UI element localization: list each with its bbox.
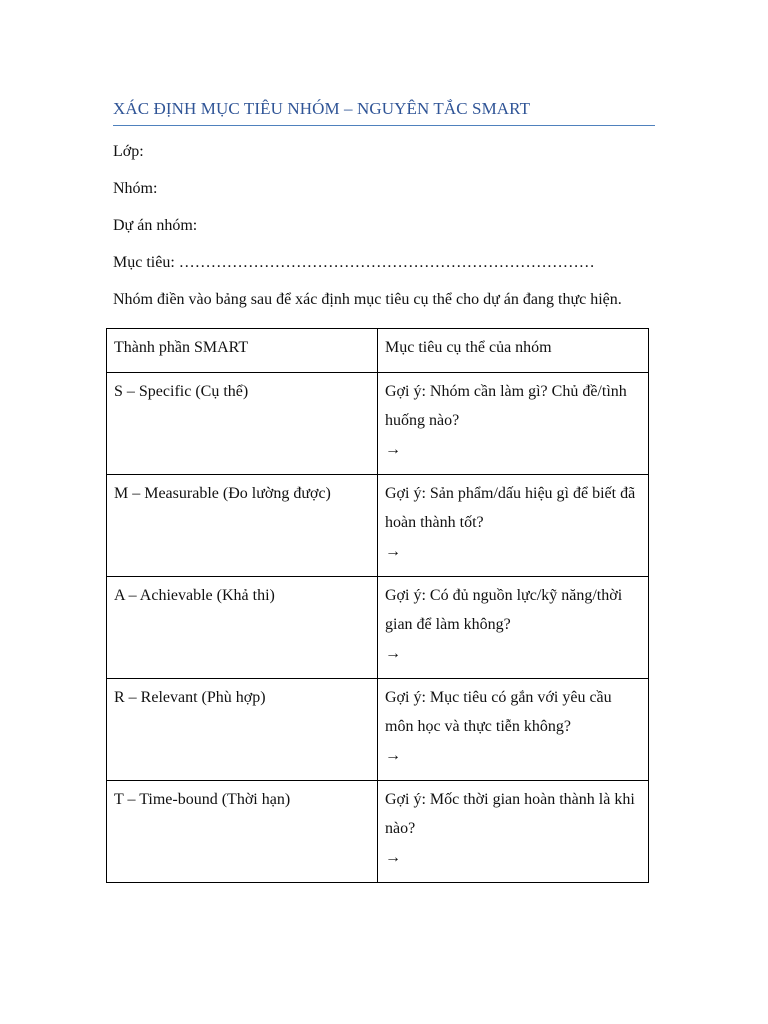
row-goal-cell[interactable]	[378, 373, 649, 475]
row-goal-cell[interactable]	[378, 475, 649, 577]
field-du-an[interactable]	[113, 217, 197, 235]
row-goal-cell[interactable]	[378, 577, 649, 679]
table-row-specific	[107, 373, 649, 475]
document-title: XÁC ĐỊNH MỤC TIÊU NHÓM – NGUYÊN TẮC SMART	[113, 99, 531, 118]
arrow-icon: →	[385, 747, 401, 764]
row-component: A – Achievable (Khả thi)	[107, 577, 378, 679]
smart-table-header-row	[107, 329, 649, 373]
row-hint: Gợi ý: Có đủ nguồn lực/kỹ năng/thời gian để làm không?	[385, 587, 623, 633]
row-component: M – Measurable (Đo lường được)	[107, 475, 378, 577]
header-goal: Mục tiêu cụ thể của nhóm	[378, 329, 649, 373]
row-goal-cell[interactable]	[378, 781, 649, 883]
title-underline	[113, 125, 655, 126]
arrow-icon: →	[385, 645, 401, 662]
table-row-measurable	[107, 475, 649, 577]
header-component: Thành phần SMART	[107, 329, 378, 373]
table-row-time-bound	[107, 781, 649, 883]
row-hint: Gợi ý: Mốc thời gian hoàn thành là khi nào?	[385, 791, 635, 837]
row-component: T – Time-bound (Thời hạn)	[107, 781, 378, 883]
row-hint: Gợi ý: Nhóm cần làm gì? Chủ đề/tình huống nào?	[385, 383, 627, 429]
smart-table	[106, 328, 649, 883]
row-hint: Gợi ý: Mục tiêu có gắn với yêu cầu môn học và thực tiễn không?	[385, 689, 612, 735]
table-row-achievable	[107, 577, 649, 679]
field-lop-label: Lớp:	[113, 143, 144, 160]
row-component: S – Specific (Cụ thể)	[107, 373, 378, 475]
row-goal-cell[interactable]	[378, 679, 649, 781]
field-lop[interactable]	[113, 143, 144, 161]
row-hint: Gợi ý: Sản phẩm/dấu hiệu gì để biết đã hoàn thành tốt?	[385, 485, 636, 531]
field-nhom[interactable]	[113, 180, 157, 198]
field-muc-tieu-label: Mục tiêu:	[113, 254, 175, 271]
field-nhom-label: Nhóm:	[113, 180, 158, 197]
row-component: R – Relevant (Phù hợp)	[107, 679, 378, 781]
field-muc-tieu-dots: ……………………………………………………………………	[178, 254, 595, 271]
instruction-text: Nhóm điền vào bảng sau để xác định mục tiêu cụ thể cho dự án đang thực hiện.	[113, 291, 622, 308]
arrow-icon: →	[385, 543, 401, 560]
arrow-icon: →	[385, 849, 401, 866]
arrow-icon: →	[385, 441, 401, 458]
table-row-relevant	[107, 679, 649, 781]
field-muc-tieu[interactable]	[113, 254, 595, 272]
field-du-an-label: Dự án nhóm:	[113, 217, 198, 234]
